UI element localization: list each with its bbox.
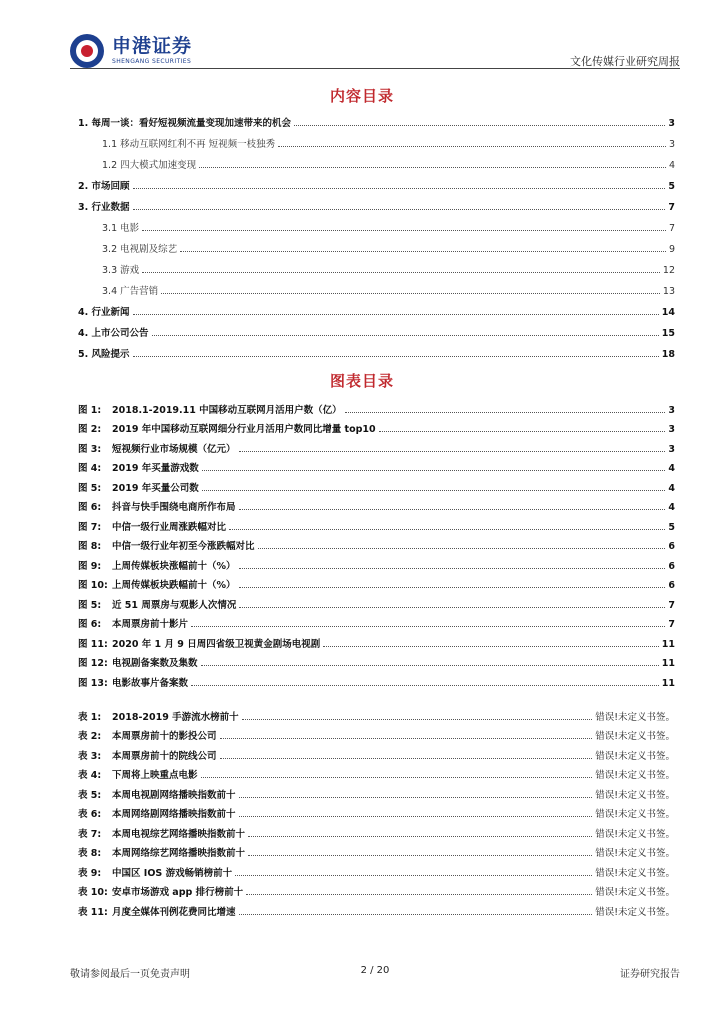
fig-entry-text: 上周传媒板块涨幅前十（%） bbox=[112, 560, 236, 572]
fig-entry-text: 短视频行业市场规模（亿元） bbox=[112, 443, 236, 455]
fig-entry-page: 7 bbox=[668, 619, 675, 630]
fig-entry[interactable] bbox=[78, 669, 675, 689]
fig-entry[interactable] bbox=[78, 572, 675, 592]
fig-entry-number: 图 2: bbox=[78, 424, 102, 435]
fig-entry-text: 中信一级行业年初至今涨跌幅对比 bbox=[112, 541, 255, 552]
fig-entry-number: 图 10: bbox=[78, 580, 108, 591]
dot-leader bbox=[133, 356, 659, 357]
dot-leader bbox=[379, 431, 666, 432]
dot-leader bbox=[133, 209, 666, 210]
fig-entry-text: 近 51 周票房与观影人次情况 bbox=[112, 599, 237, 611]
fig-entry-page: 3 bbox=[668, 443, 675, 455]
fig-entry-page: 4 bbox=[668, 482, 675, 494]
fig-entry-page: 7 bbox=[668, 599, 675, 611]
fig-entry-number: 图 5: bbox=[78, 599, 102, 611]
tbl-entry-page: 错误!未定义书签。 bbox=[595, 770, 675, 781]
fig-entry-text: 上周传媒板块跌幅前十（%） bbox=[112, 580, 236, 591]
contents-entry[interactable] bbox=[78, 150, 675, 171]
contents-entry-page: 9 bbox=[668, 244, 675, 255]
tbl-entry-page: 错误!未定义书签。 bbox=[595, 809, 675, 820]
tbl-entry-number: 表 4: bbox=[78, 770, 102, 781]
dot-leader bbox=[239, 568, 666, 569]
tbl-entry-text: 本周电视综艺网络播映指数前十 bbox=[112, 828, 246, 840]
fig-entry-label bbox=[78, 558, 236, 572]
page-number: 2 / 20 bbox=[360, 965, 390, 976]
dot-leader bbox=[191, 626, 665, 627]
fig-entry-page: 6 bbox=[668, 580, 675, 591]
contents-entry-label: 3.1 电影 bbox=[102, 223, 140, 234]
dot-leader bbox=[142, 230, 666, 231]
contents-entry[interactable] bbox=[78, 276, 675, 297]
tbl-entry-page: 错误!未定义书签。 bbox=[595, 887, 675, 898]
fig-entry-page: 4 bbox=[668, 463, 675, 474]
dot-leader bbox=[220, 758, 593, 759]
fig-entry-label bbox=[78, 538, 255, 552]
tbl-entry-page: 错误!未定义书签。 bbox=[595, 711, 675, 723]
tbl-entry-page: 错误!未定义书签。 bbox=[595, 828, 675, 840]
tbl-entry-number: 表 8: bbox=[78, 848, 102, 859]
fig-entry[interactable] bbox=[78, 474, 675, 494]
tbl-entry-page: 错误!未定义书签。 bbox=[595, 848, 675, 859]
tbl-entry-label bbox=[78, 787, 236, 801]
tbl-entry[interactable] bbox=[78, 703, 675, 723]
tbl-entry-number: 表 1: bbox=[78, 711, 102, 723]
fig-entry-label bbox=[78, 421, 376, 435]
report-category: 证券研究报告 bbox=[620, 969, 680, 980]
fig-entry[interactable] bbox=[78, 552, 675, 572]
fig-entry-number: 图 11: bbox=[78, 638, 108, 650]
fig-entry-number: 图 3: bbox=[78, 443, 102, 455]
dot-leader bbox=[220, 738, 593, 739]
fig-entry-page: 3 bbox=[668, 404, 675, 416]
dot-leader bbox=[239, 797, 593, 798]
fig-entry-number: 图 9: bbox=[78, 560, 102, 572]
tbl-entry-text: 本周票房前十的院线公司 bbox=[112, 750, 217, 762]
fig-entry-text: 2019 年买量公司数 bbox=[112, 482, 199, 494]
dot-leader bbox=[229, 529, 665, 530]
tbl-entry[interactable] bbox=[78, 742, 675, 762]
tbl-entry-page: 错误!未定义书签。 bbox=[595, 731, 675, 742]
fig-entry-label bbox=[78, 636, 320, 650]
fig-entry-number: 图 1: bbox=[78, 404, 102, 416]
contents-entry[interactable] bbox=[78, 129, 675, 150]
tbl-entry-number: 表 7: bbox=[78, 828, 102, 840]
contents-entry-label: 3.4 广告营销 bbox=[102, 286, 159, 297]
dot-leader bbox=[202, 490, 666, 491]
tbl-entry-number: 表 2: bbox=[78, 731, 102, 742]
contents-entry[interactable] bbox=[78, 318, 675, 339]
dot-leader bbox=[246, 894, 592, 895]
contents-entry-label: 4. 行业新闻 bbox=[78, 307, 130, 318]
contents-entry-label: 2. 市场回顾 bbox=[78, 181, 130, 192]
contents-entry-page: 12 bbox=[662, 265, 675, 276]
fig-entry-number: 图 7: bbox=[78, 521, 102, 533]
tbl-entry-text: 本周网络综艺网络播映指数前十 bbox=[112, 848, 246, 859]
dot-leader bbox=[239, 816, 593, 817]
contents-entry[interactable] bbox=[78, 171, 675, 192]
fig-entry-label bbox=[78, 499, 236, 513]
tbl-entry-label bbox=[78, 728, 217, 742]
tbl-entry-text: 本周票房前十的影投公司 bbox=[112, 731, 217, 742]
fig-entry-label bbox=[78, 519, 226, 533]
fig-entry[interactable] bbox=[78, 416, 675, 436]
tbl-entry-label bbox=[78, 709, 239, 723]
contents-entry-page: 5 bbox=[668, 181, 675, 192]
brand-logo bbox=[70, 34, 192, 68]
tbl-entry-page: 错误!未定义书签。 bbox=[595, 750, 675, 762]
contents-list bbox=[78, 108, 675, 360]
tbl-entry-label bbox=[78, 767, 198, 781]
fig-entry-text: 2019 年中国移动互联网细分行业月活用户数同比增量 top10 bbox=[112, 424, 376, 435]
fig-entry-number: 图 6: bbox=[78, 502, 102, 513]
contents-entry-page: 7 bbox=[668, 223, 675, 234]
fig-entry[interactable] bbox=[78, 455, 675, 475]
fig-entry-number: 图 8: bbox=[78, 541, 102, 552]
contents-entry-label: 1.1 移动互联网红利不再 短视频一枝独秀 bbox=[102, 139, 276, 150]
fig-entry[interactable] bbox=[78, 650, 675, 670]
dot-leader bbox=[239, 587, 666, 588]
contents-entry-page: 4 bbox=[668, 160, 675, 171]
contents-entry-label: 3.3 游戏 bbox=[102, 265, 140, 276]
contents-entry[interactable] bbox=[78, 192, 675, 213]
tbl-entry[interactable] bbox=[78, 781, 675, 801]
tbl-entry-number: 表 3: bbox=[78, 750, 102, 762]
tables-list bbox=[78, 703, 675, 918]
dot-leader bbox=[180, 251, 666, 252]
fig-entry-label bbox=[78, 616, 188, 630]
fig-entry[interactable] bbox=[78, 513, 675, 533]
fig-entry-page: 11 bbox=[661, 638, 675, 650]
tbl-entry[interactable] bbox=[78, 723, 675, 743]
contents-entry-label: 1. 每周一谈：看好短视频流量变现加速带来的机会 bbox=[78, 118, 292, 129]
fig-entry[interactable] bbox=[78, 630, 675, 650]
fig-entry[interactable] bbox=[78, 396, 675, 416]
contents-entry[interactable] bbox=[78, 255, 675, 276]
fig-entry-label bbox=[78, 675, 188, 689]
contents-entry-page: 3 bbox=[668, 118, 675, 129]
fig-entry[interactable] bbox=[78, 591, 675, 611]
brand-name-en: SHENGANG SECURITIES bbox=[112, 58, 192, 65]
tbl-entry-page: 错误!未定义书签。 bbox=[595, 789, 675, 801]
fig-entry-number: 图 6: bbox=[78, 619, 102, 630]
contents-entry-page: 13 bbox=[662, 286, 675, 297]
fig-entry-page: 3 bbox=[668, 424, 675, 435]
tbl-entry-page: 错误!未定义书签。 bbox=[595, 867, 675, 879]
dot-leader bbox=[239, 607, 665, 608]
fig-entry-page: 4 bbox=[668, 502, 675, 513]
dot-leader bbox=[191, 685, 659, 686]
fig-entry-page: 5 bbox=[668, 521, 675, 533]
dot-leader bbox=[235, 875, 592, 876]
dot-leader bbox=[239, 451, 666, 452]
tbl-entry-text: 本周网络剧网络播映指数前十 bbox=[112, 809, 236, 820]
tbl-entry-number: 表 5: bbox=[78, 789, 102, 801]
dot-leader bbox=[345, 412, 666, 413]
tbl-entry-text: 2018-2019 手游流水榜前十 bbox=[112, 711, 239, 723]
fig-entry-number: 图 4: bbox=[78, 463, 102, 474]
dot-leader bbox=[278, 146, 666, 147]
tbl-entry-label bbox=[78, 806, 236, 820]
fig-entry[interactable] bbox=[78, 533, 675, 553]
fig-entry-label bbox=[78, 460, 199, 474]
contents-entry[interactable] bbox=[78, 297, 675, 318]
fig-entry-text: 电影故事片备案数 bbox=[112, 677, 189, 689]
tbl-entry-label bbox=[78, 865, 232, 879]
dot-leader bbox=[133, 188, 666, 189]
contents-entry-label: 4. 上市公司公告 bbox=[78, 328, 149, 339]
fig-entry-number: 图 12: bbox=[78, 658, 108, 669]
fig-entry[interactable] bbox=[78, 494, 675, 514]
contents-entry[interactable] bbox=[78, 213, 675, 234]
tbl-entry-text: 下周将上映重点电影 bbox=[112, 770, 198, 781]
dot-leader bbox=[161, 293, 660, 294]
fig-entry-label bbox=[78, 402, 342, 416]
dot-leader bbox=[201, 777, 593, 778]
tbl-entry-label bbox=[78, 748, 217, 762]
contents-entry[interactable] bbox=[78, 339, 675, 360]
fig-entry-text: 中信一级行业周涨跌幅对比 bbox=[112, 521, 227, 533]
figures-title: 图表目录 bbox=[329, 372, 394, 390]
tbl-entry-text: 安卓市场游戏 app 排行榜前十 bbox=[112, 887, 244, 898]
tbl-entry[interactable] bbox=[78, 820, 675, 840]
contents-entry-page: 15 bbox=[661, 328, 675, 339]
header-divider bbox=[70, 68, 680, 69]
fig-entry-page: 11 bbox=[661, 677, 675, 689]
tbl-entry-number: 表 9: bbox=[78, 867, 102, 879]
tbl-entry-number: 表 10: bbox=[78, 887, 108, 898]
fig-entry-page: 11 bbox=[661, 658, 675, 669]
dot-leader bbox=[199, 167, 666, 168]
fig-entry-text: 本周票房前十影片 bbox=[112, 619, 189, 630]
fig-entry-page: 6 bbox=[668, 560, 675, 572]
dot-leader bbox=[201, 665, 659, 666]
page-header bbox=[0, 0, 724, 72]
fig-entry-number: 图 5: bbox=[78, 482, 102, 494]
dot-leader bbox=[152, 335, 659, 336]
tbl-entry[interactable] bbox=[78, 898, 675, 918]
dot-leader bbox=[294, 125, 665, 126]
tbl-entry[interactable] bbox=[78, 879, 675, 899]
dot-leader bbox=[248, 836, 592, 837]
fig-entry-label bbox=[78, 480, 199, 494]
tbl-entry[interactable] bbox=[78, 762, 675, 782]
contents-title: 内容目录 bbox=[329, 87, 394, 105]
fig-entry-number: 图 13: bbox=[78, 677, 108, 689]
contents-entry-label: 3.2 电视剧及综艺 bbox=[102, 244, 178, 255]
dot-leader bbox=[202, 470, 666, 471]
fig-entry-text: 2019 年买量游戏数 bbox=[112, 463, 199, 474]
tbl-entry-label bbox=[78, 826, 245, 840]
fig-entry-label bbox=[78, 577, 236, 591]
tbl-entry-text: 月度全媒体刊例花费同比增速 bbox=[112, 906, 236, 918]
fig-entry-text: 电视剧备案数及集数 bbox=[112, 658, 198, 669]
tbl-entry-text: 本周电视剧网络播映指数前十 bbox=[112, 789, 236, 801]
tbl-entry[interactable] bbox=[78, 840, 675, 860]
fig-entry[interactable] bbox=[78, 611, 675, 631]
tbl-entry-number: 表 11: bbox=[78, 906, 108, 918]
fig-entry-page: 6 bbox=[668, 541, 675, 552]
brand-name-cn: 申港证券 bbox=[112, 35, 193, 57]
fig-entry-text: 2020 年 1 月 9 日周四省级卫视黄金剧场电视剧 bbox=[112, 638, 321, 650]
contents-entry-label: 3. 行业数据 bbox=[78, 202, 130, 213]
disclaimer-note: 敬请参阅最后一页免责声明 bbox=[70, 969, 190, 980]
dot-leader bbox=[133, 314, 659, 315]
dot-leader bbox=[323, 646, 659, 647]
fig-entry-label bbox=[78, 597, 236, 611]
fig-entry-label bbox=[78, 655, 198, 669]
tbl-entry-text: 中国区 IOS 游戏畅销榜前十 bbox=[112, 867, 233, 879]
dot-leader bbox=[258, 548, 666, 549]
dot-leader bbox=[242, 719, 593, 720]
fig-entry-text: 2018.1-2019.11 中国移动互联网月活用户数（亿） bbox=[112, 404, 342, 416]
fig-entry[interactable] bbox=[78, 435, 675, 455]
tbl-entry-page: 错误!未定义书签。 bbox=[595, 906, 675, 918]
fig-entry-label bbox=[78, 441, 236, 455]
figures-list bbox=[78, 396, 675, 689]
dot-leader bbox=[142, 272, 660, 273]
contents-entry-page: 7 bbox=[668, 202, 675, 213]
dot-leader bbox=[248, 855, 592, 856]
tbl-entry-label bbox=[78, 884, 243, 898]
tbl-entry-label bbox=[78, 845, 245, 859]
contents-entry-page: 18 bbox=[661, 349, 675, 360]
tbl-entry-number: 表 6: bbox=[78, 809, 102, 820]
contents-entry-page: 3 bbox=[668, 139, 675, 150]
contents-entry-label: 1.2 四大模式加速变现 bbox=[102, 160, 197, 171]
contents-entry-page: 14 bbox=[661, 307, 675, 318]
tbl-entry-label bbox=[78, 904, 236, 918]
dot-leader bbox=[239, 914, 593, 915]
dot-leader bbox=[239, 509, 666, 510]
shengang-logo-icon bbox=[70, 34, 104, 68]
report-type: 文化传媒行业研究周报 bbox=[570, 55, 680, 68]
tbl-entry[interactable] bbox=[78, 801, 675, 821]
fig-entry-text: 抖音与快手围绕电商所作布局 bbox=[112, 502, 236, 513]
contents-entry-label: 5. 风险提示 bbox=[78, 349, 130, 360]
contents-entry[interactable] bbox=[78, 234, 675, 255]
contents-entry[interactable] bbox=[78, 108, 675, 129]
tbl-entry[interactable] bbox=[78, 859, 675, 879]
